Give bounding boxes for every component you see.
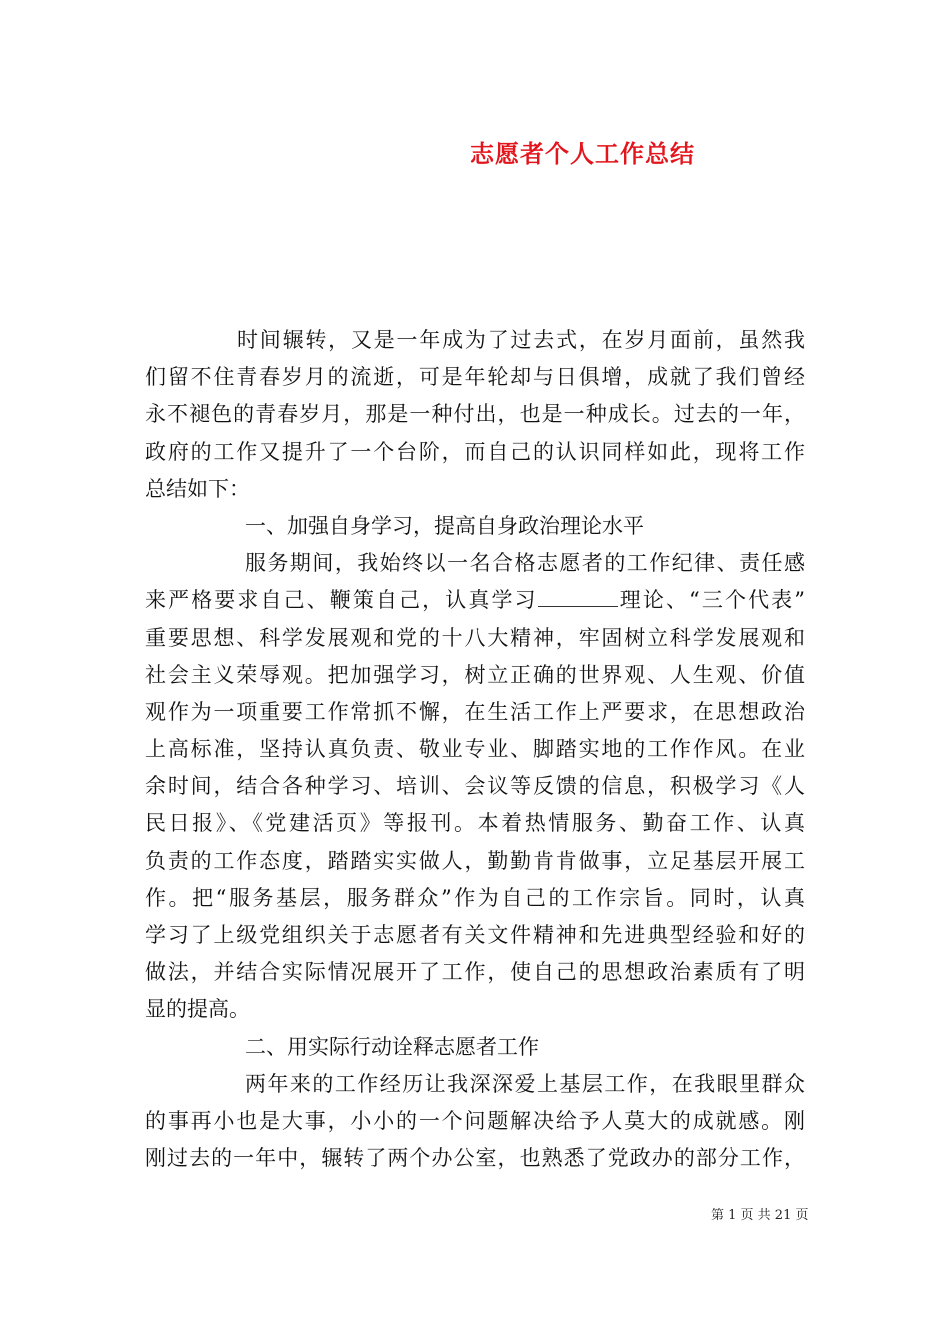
text-line: 两年来的工作经历让我深深爱上基层工作，在我眼里群众 — [245, 1071, 805, 1096]
fill-in-blank — [538, 584, 618, 607]
text-line: 服务期间，我始终以一名合格志愿者的工作纪律、责任感 — [245, 551, 805, 576]
text-line: 余时间，结合各种学习、培训、会议等反馈的信息，积极学习《人 — [145, 774, 805, 799]
page-number: 第 1 页 共 21 页 — [711, 1208, 809, 1223]
text-line-with-blank — [145, 582, 805, 619]
document-body — [145, 322, 805, 1177]
text-line: 学习了上级党组织关于志愿者有关文件精神和先进典型经验和好的 — [145, 923, 805, 947]
text-line: 作。把“服务基层，服务群众”作为自己的工作宗旨。同时，认真 — [145, 885, 805, 910]
text-line: 显的提高。 — [145, 997, 250, 1022]
text-line: 们留不住青春岁月的流逝，可是年轮却与日俱增，成就了我们曾经 — [145, 365, 805, 390]
text-fragment: 理论、“三个代表” — [617, 588, 805, 613]
text-line: 的事再小也是大事，小小的一个问题解决给予人莫大的成就感。刚 — [145, 1108, 805, 1133]
section-heading: 一、加强自身学习，提高自身政治理论水平 — [245, 513, 644, 538]
text-line: 负责的工作态度，踏踏实实做人，勤勤肯肯做事，立足基层开展工 — [145, 848, 805, 873]
text-line: 总结如下： — [145, 476, 250, 501]
text-line: 永不褪色的青春岁月，那是一种付出，也是一种成长。过去的一年， — [145, 402, 805, 427]
text-line: 观作为一项重要工作常抓不懈，在生活工作上严要求，在思想政治 — [145, 699, 805, 724]
text-line: 上高标准，坚持认真负责、敬业专业、脚踏实地的工作作风。在业 — [145, 737, 805, 762]
text-fragment: 来严格要求自己、鞭策自己，认真学习 — [145, 588, 538, 613]
document-title: 志愿者个人工作总结 — [470, 139, 695, 168]
text-line: 时间辗转，又是一年成为了过去式，在岁月面前，虽然我 — [237, 328, 805, 352]
text-line: 社会主义荣辱观。把加强学习，树立正确的世界观、人生观、价值 — [145, 662, 805, 687]
text-line: 做法，并结合实际情况展开了工作，使自己的思想政治素质有了明 — [145, 960, 805, 985]
text-line: 重要思想、科学发展观和党的十八大精神，牢固树立科学发展观和 — [145, 625, 805, 650]
text-line: 刚过去的一年中，辗转了两个办公室，也熟悉了党政办的部分工作， — [145, 1146, 805, 1171]
text-line: 政府的工作又提升了一个台阶，而自己的认识同样如此，现将工作 — [145, 439, 805, 464]
section-heading: 二、用实际行动诠释志愿者工作 — [245, 1034, 539, 1059]
text-line: 民日报》、《党建活页》等报刊。本着热情服务、勤奋工作、认真 — [145, 811, 805, 836]
